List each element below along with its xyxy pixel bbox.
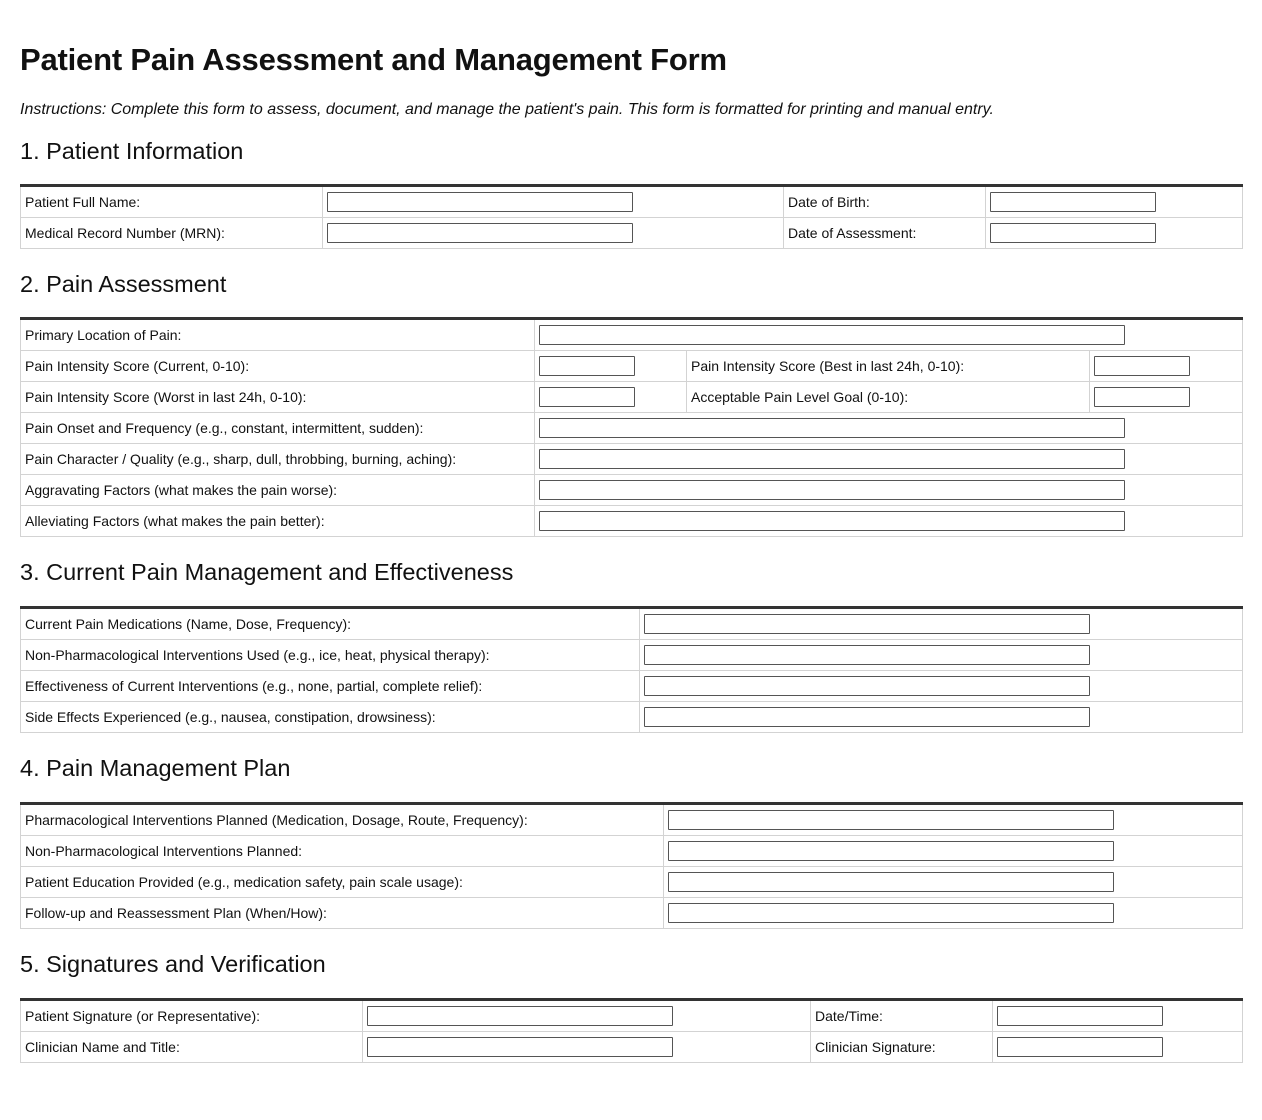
table-row [21,351,1243,382]
section-heading-patient-info: 1. Patient Information [20,138,244,164]
pain-best-field[interactable] [1094,356,1190,376]
aggravating-factors-label: Aggravating Factors (what makes the pain worse): [21,475,535,506]
non-pharm-planned-field[interactable] [668,841,1114,861]
table-row [21,836,1243,867]
pain-current-field[interactable] [539,356,635,376]
aggravating-factors-field[interactable] [539,480,1125,500]
table-row [21,218,1243,249]
section-heading-current-management: 3. Current Pain Management and Effectiveness [20,559,514,585]
current-medications-label: Current Pain Medications (Name, Dose, Frequency): [21,608,640,640]
instructions-text: Instructions: Complete this form to assess, document, and manage the patient's pain. This form is formatted for printing and manual entry. [20,101,994,118]
table-row [21,804,1243,836]
section-heading-pain-assessment: 2. Pain Assessment [20,271,227,297]
pharm-planned-label: Pharmacological Interventions Planned (Medication, Dosage, Route, Frequency): [21,804,664,836]
pain-assessment-table [20,317,1243,537]
clinician-signature-label: Clinician Signature: [811,1032,993,1063]
table-row [21,475,1243,506]
table-row [21,671,1243,702]
section-heading-signatures: 5. Signatures and Verification [20,951,326,977]
pharm-planned-field[interactable] [668,810,1114,830]
side-effects-label: Side Effects Experienced (e.g., nausea, constipation, drowsiness): [21,702,640,733]
table-row [21,640,1243,671]
non-pharm-used-label: Non-Pharmacological Interventions Used (e.g., ice, heat, physical therapy): [21,640,640,671]
pain-location-field[interactable] [539,325,1125,345]
patient-name-field[interactable] [327,192,633,212]
pain-current-label: Pain Intensity Score (Current, 0-10): [21,351,535,382]
pain-character-field[interactable] [539,449,1125,469]
datetime-field[interactable] [997,1006,1163,1026]
mrn-label: Medical Record Number (MRN): [21,218,323,249]
effectiveness-label: Effectiveness of Current Interventions (e.g., none, partial, complete relief): [21,671,640,702]
pain-onset-label: Pain Onset and Frequency (e.g., constant, intermittent, sudden): [21,413,535,444]
alleviating-factors-label: Alleviating Factors (what makes the pain better): [21,506,535,537]
pain-worst-field[interactable] [539,387,635,407]
non-pharm-used-field[interactable] [644,645,1090,665]
table-row [21,867,1243,898]
page-title: Patient Pain Assessment and Management Form [20,42,727,77]
table-row [21,898,1243,929]
clinician-name-field[interactable] [367,1037,673,1057]
dob-field[interactable] [990,192,1156,212]
patient-name-label: Patient Full Name: [21,186,323,218]
patient-education-field[interactable] [668,872,1114,892]
table-row [21,319,1243,351]
pain-best-label: Pain Intensity Score (Best in last 24h, 0-10): [687,351,1090,382]
datetime-label: Date/Time: [811,1000,993,1032]
pain-location-label: Primary Location of Pain: [21,319,535,351]
followup-plan-field[interactable] [668,903,1114,923]
table-row [21,1032,1243,1063]
pain-goal-label: Acceptable Pain Level Goal (0-10): [687,382,1090,413]
clinician-name-label: Clinician Name and Title: [21,1032,363,1063]
table-row [21,1000,1243,1032]
patient-signature-field[interactable] [367,1006,673,1026]
mrn-field[interactable] [327,223,633,243]
pain-onset-field[interactable] [539,418,1125,438]
table-row [21,506,1243,537]
pain-goal-field[interactable] [1094,387,1190,407]
current-medications-field[interactable] [644,614,1090,634]
clinician-signature-field[interactable] [997,1037,1163,1057]
table-row [21,413,1243,444]
non-pharm-planned-label: Non-Pharmacological Interventions Planned: [21,836,664,867]
patient-signature-label: Patient Signature (or Representative): [21,1000,363,1032]
table-row [21,702,1243,733]
followup-plan-label: Follow-up and Reassessment Plan (When/How): [21,898,664,929]
current-management-table [20,606,1243,733]
signatures-table [20,998,1243,1063]
patient-info-table [20,184,1243,249]
patient-education-label: Patient Education Provided (e.g., medication safety, pain scale usage): [21,867,664,898]
pain-worst-label: Pain Intensity Score (Worst in last 24h, 0-10): [21,382,535,413]
assessment-date-label: Date of Assessment: [784,218,986,249]
effectiveness-field[interactable] [644,676,1090,696]
side-effects-field[interactable] [644,707,1090,727]
section-heading-management-plan: 4. Pain Management Plan [20,755,291,781]
assessment-date-field[interactable] [990,223,1156,243]
alleviating-factors-field[interactable] [539,511,1125,531]
table-row [21,608,1243,640]
table-row [21,186,1243,218]
table-row [21,444,1243,475]
management-plan-table [20,802,1243,929]
pain-character-label: Pain Character / Quality (e.g., sharp, dull, throbbing, burning, aching): [21,444,535,475]
dob-label: Date of Birth: [784,186,986,218]
table-row [21,382,1243,413]
